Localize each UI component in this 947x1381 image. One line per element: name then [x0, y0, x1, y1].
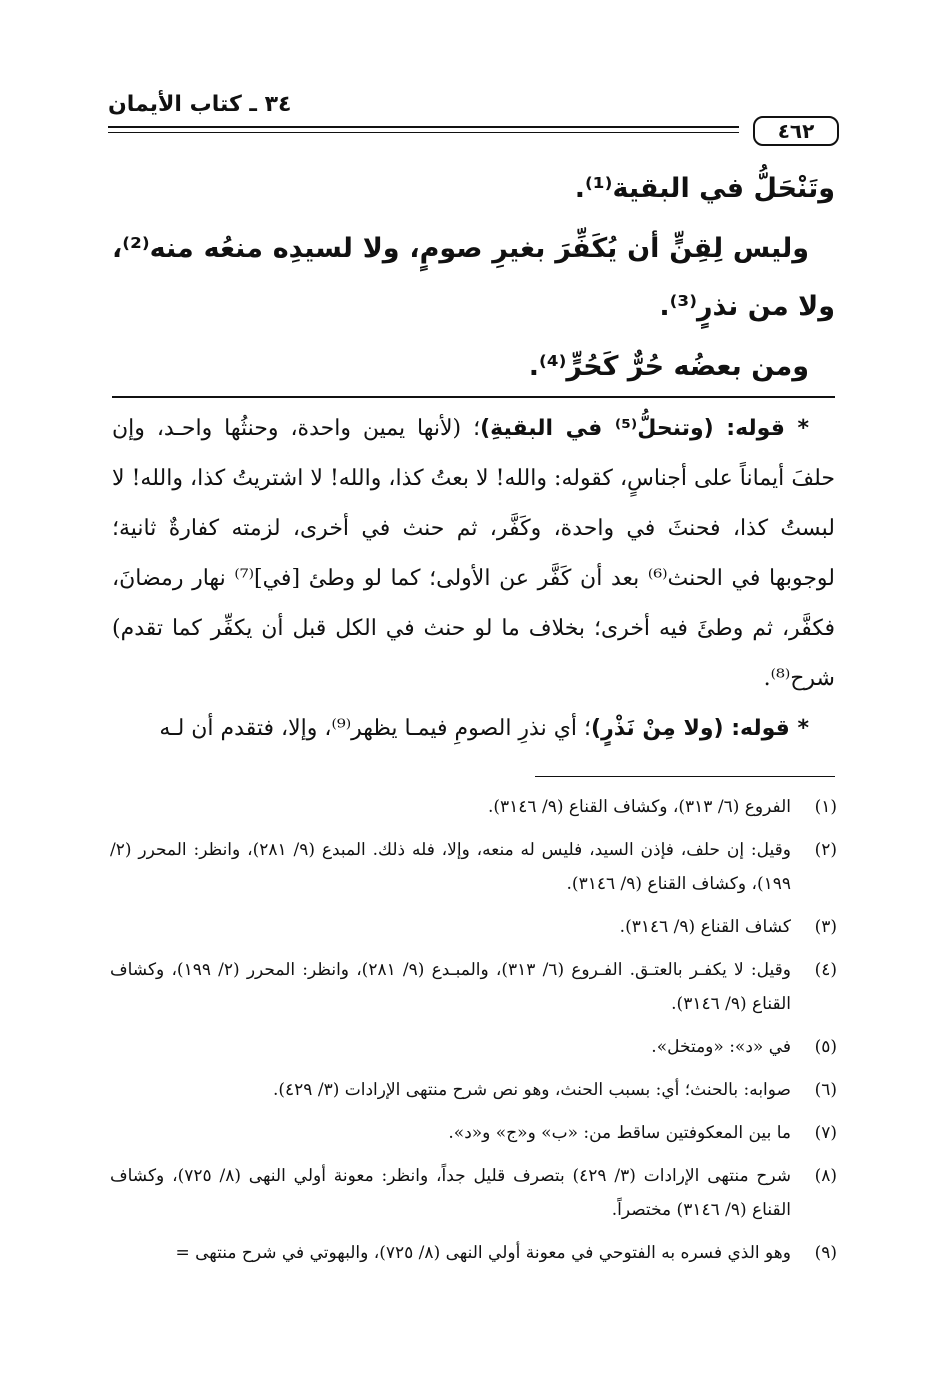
footnote-number: (٨)	[814, 1166, 837, 1186]
footnote-text: ما بين المعكوفتين ساقط من: «ب» و«ج» و«د».	[448, 1123, 791, 1143]
footnote-number: (٩)	[814, 1243, 837, 1263]
page-number: ٤٦٢	[753, 116, 839, 146]
footnote-text: صوابه: بالحنث؛ أي: بسبب الحنث، وهو نص شرح منتهى الإرادات (٣/ ٤٢٩).	[272, 1080, 791, 1100]
footnote-number: (٤)	[814, 960, 837, 980]
header-rule-thin	[108, 132, 739, 133]
footnote-text: شرح منتهى الإرادات (٣/ ٤٢٩) بتصرف قليل جداً، وانظر: معونة أولي النهى (٨/ ٧٢٥)، وكشاف القناع (٩/ ٣١٤٦) مختصراً.	[110, 1166, 792, 1220]
commentary-paragraph	[112, 404, 835, 704]
commentary-body: ؛ أي نذرِ الصومِ فيمـا يظهر⁽⁹⁾، وإلا، فتقدم أن لـه	[159, 716, 592, 741]
footnote-text: وقيل: إن حلف، فإذن السيد، فليس له منعه، وإلا، فله ذلك. المبدع (٩/ ٢٨١)، وانظر: المحرر (٢/ ١٩٩)، وكشاف القناع (٩/ ٣١٤٦).	[110, 840, 791, 894]
matn-paragraph: وتَنْحَلُّ في البقية⁽¹⁾.	[574, 173, 835, 204]
footnote-number: (٥)	[814, 1037, 837, 1057]
section-divider	[112, 396, 835, 398]
footnote-number: (١)	[814, 797, 837, 817]
commentary-paragraph	[112, 704, 835, 754]
matn-paragraph: وليس لِقِنٍّ أن يُكَفِّرَ بغيرِ صومٍ، ولا لسيدِه منعُه منه⁽²⁾، ولا من نذرٍ⁽³⁾.	[112, 233, 835, 322]
footnote	[110, 1159, 837, 1227]
commentary-lemma: * قوله: (ولا مِنْ نَذْرٍ)	[591, 716, 809, 741]
footnote	[110, 1236, 837, 1270]
footnote	[110, 910, 837, 944]
footnote	[110, 790, 837, 824]
commentary-body: ؛ (لأنها يمين واحدة، وحنثُها واحـد، وإن حلفَ أيماناً على أجناسٍ، كقوله: والله! لا بعتُ كذا، والله! لا اشتريتُ كذا، والله! لا لبستُ كذا، فحنثَ في واحدة، وكَفَّر، ثم حنث في أخرى، لزمته كفارةٌ ثانية؛ لوجوبها في الحنث⁽⁶⁾ بعد أن كَفَّر عن الأولى؛ كما لو وطئ [في]⁽⁷⁾ نهار رمضانَ، فكفَّر، ثم وطئَ فيه أخرى؛ بخلاف ما لو حنث في الكل قبل أن يكفِّر كما تقدم) شرح⁽⁸⁾.	[112, 416, 835, 691]
footnote-text: في «د»: «ومتخل».	[651, 1037, 791, 1057]
main-text	[112, 160, 835, 398]
footnote	[110, 953, 837, 1021]
header-rule	[108, 126, 739, 128]
commentary-text	[112, 404, 835, 754]
footnote-text: كشاف القناع (٩/ ٣١٤٦).	[619, 917, 791, 937]
footnote-text: وهو الذي فسره به الفتوحي في معونة أولي النهى (٨/ ٧٢٥)، والبهوتي في شرح منتهى =	[175, 1243, 791, 1263]
footnote-number: (٢)	[814, 840, 837, 860]
commentary-lemma: * قوله: (وتنحلُّ⁽⁵⁾ في البقيةِ)	[480, 416, 809, 441]
running-title: ٣٤ ـ كتاب الأيمان	[108, 92, 292, 117]
footnote	[110, 1073, 837, 1107]
page-header	[108, 88, 839, 148]
footnote-number: (٧)	[814, 1123, 837, 1143]
footnote-number: (٣)	[814, 917, 837, 937]
footnote-separator	[535, 776, 835, 777]
footnote	[110, 1116, 837, 1150]
footnote	[110, 1030, 837, 1064]
footnote-text: وقيل: لا يكفـر بالعتـق. الفـروع (٦/ ٣١٣)، والمبـدع (٩/ ٢٨١)، وانظر: المحرر (٢/ ١٩٩)، وكشاف القناع (٩/ ٣١٤٦).	[110, 960, 791, 1014]
matn-paragraph: ومن بعضُه حُرٌّ كَحُرٍّ⁽⁴⁾.	[528, 351, 809, 382]
footnote-text: الفروع (٦/ ٣١٣)، وكشاف القناع (٩/ ٣١٤٦).	[487, 797, 791, 817]
footnotes	[110, 790, 837, 1279]
footnote-number: (٦)	[814, 1080, 837, 1100]
footnote	[110, 833, 837, 901]
